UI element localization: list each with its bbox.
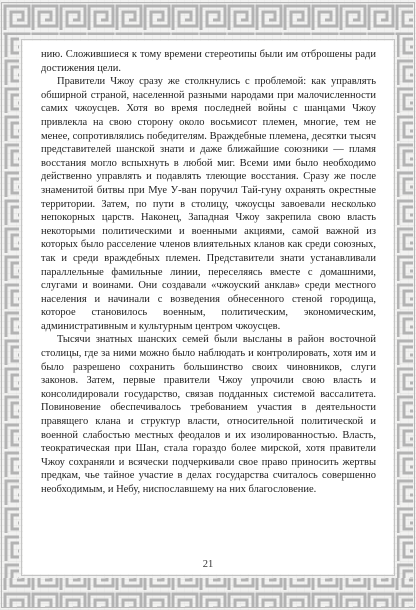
- paragraph: Правители Чжоу сразу же столкнулись с проблемой: как управлять обширной страной, населенной разными народами при малочисленности самих чжоусцев. Хотя во время последней войны с шанцами Чжоу привлекла на свою сторону около восьмисот племен, многие, тем не менее, сопротивлялись победителям. Враждебные племена, десятки тысяч представителей шанской знати и даже ближайшие союзники — пламя восстания могло вспыхнуть в любой миг. Всеми ими было необходимо действенно управлять и подавлять тлеющие восстания. Сразу же после знаменитой битвы при Муе У-ван поручил Тай-гуну охранять окрестные территории. Затем, по пути в столицу, чжоусцы завоевали несколько непокорных царств. Наконец, Западная Чжоу закрепила свою власть некоторыми политическими и военными акциями, самой важной из которых было расселение членов влиятельных кланов как среди союзных, так и среди враждебных племен. Представители знати устанавливали параллельные фамильные линии, переселяясь вместе с домашними, слугами и воинами. Они создавали «чжоуский анклав» среди местного населения и начинали с возведения обнесенного стеной городища, которое становилось военным, политическим, экономическим, административным и культурным центром чжоусцев.: [41, 76, 376, 332]
- paragraph-continuation: нию. Сложившиеся к тому времени стереотипы были им отброшены ради достижения цели.: [41, 49, 376, 74]
- page-number: 21: [202, 559, 214, 570]
- body-text: [41, 48, 376, 497]
- paragraph: Тысячи знатных шанских семей были высланы в район восточной столицы, где за ними можно было наблюдать и контролировать, хотя им и было разрешено сохранить большинство своих чиновников, слуги законов. Затем, первые правители Чжоу упрочили свою власть и консолидировали государство, связав подданных системой вассалитета. Повиновение обеспечивалось требованием участия в деятельности правящего клана и структур власти, относительной политической и военной слабостью местных феодалов и их изолированностью. Власть, теократическая при Шан, стала гораздо более мирской, хотя правители Чжоу сохраняли и всячески подчеркивали свое право приносить жертвы предкам, чье тайное участие в делах государства считалось совершенно необходимым, и Небу, ниспославшему на них благословение.: [41, 334, 376, 495]
